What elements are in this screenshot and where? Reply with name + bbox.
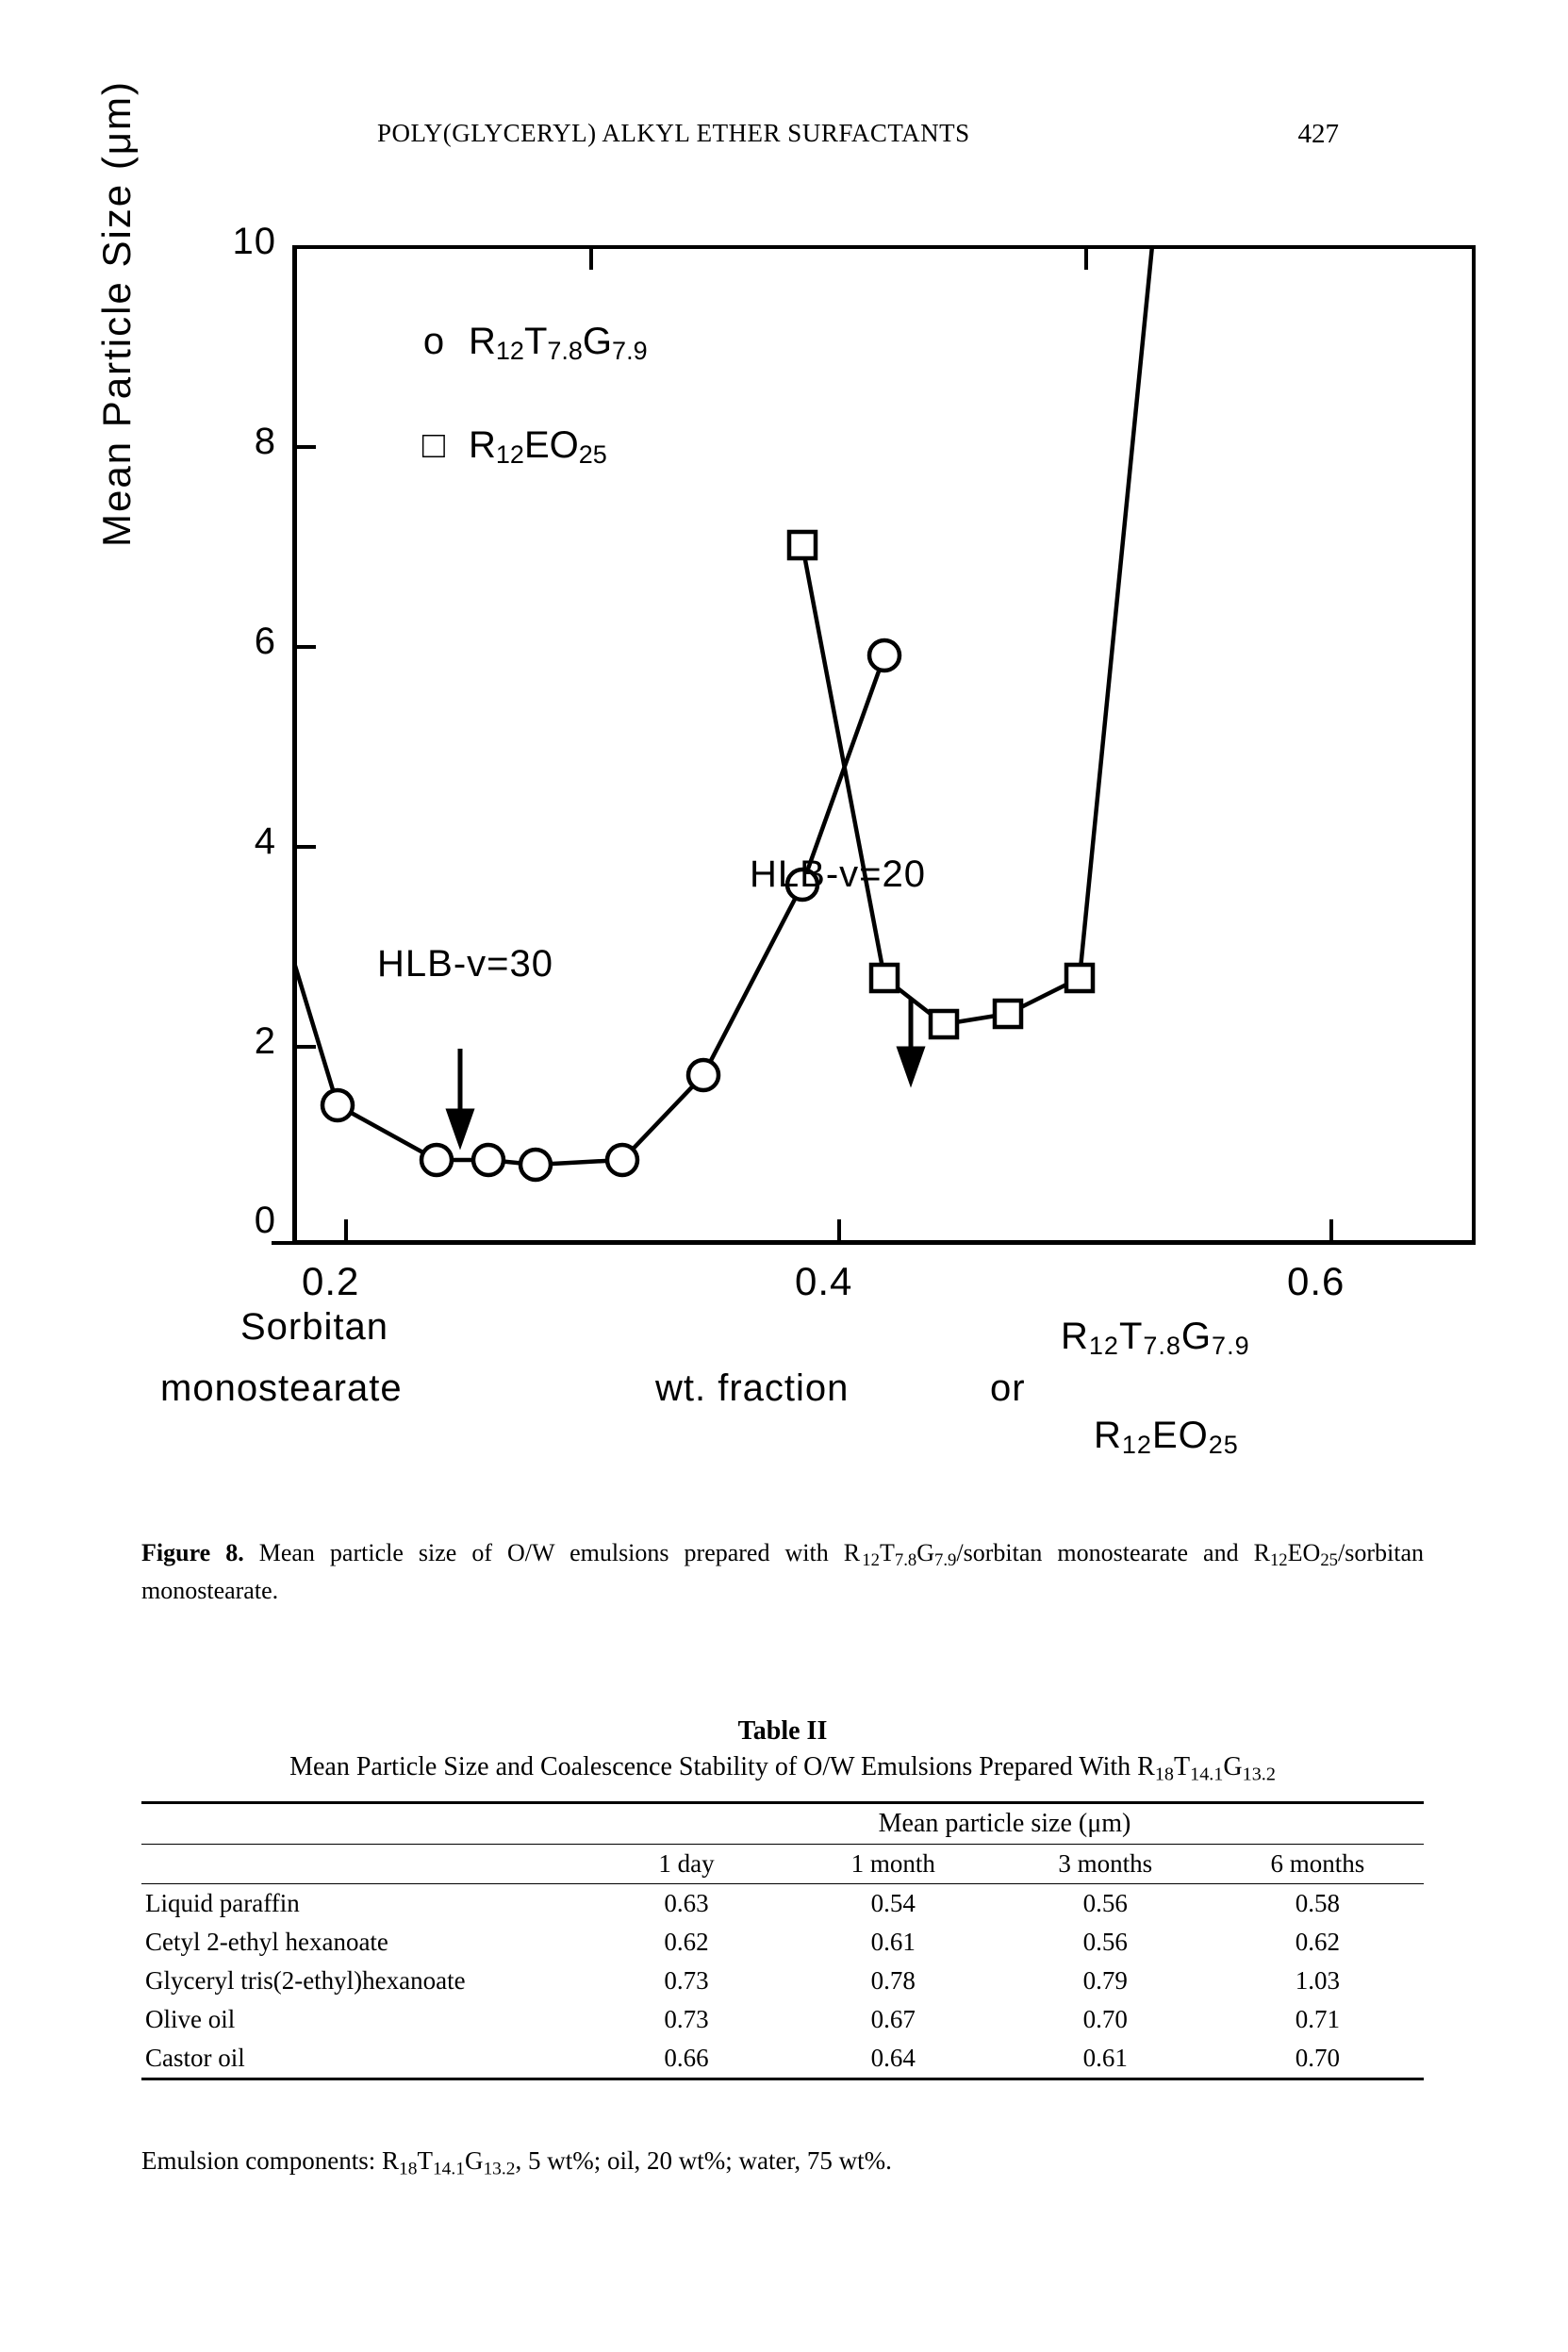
column-header-1month: 1 month [787,1844,999,1883]
x-caption-left-line1: Sorbitan [240,1306,388,1348]
figure-caption [141,1535,1424,1609]
cell-glyceryl-3months: 0.79 [1082,1965,1128,1995]
cell-cetyl-6months: 0.62 [1295,1927,1341,1956]
annotation-arrows [449,1000,922,1143]
cell-liquid-paraffin-6months: 0.58 [1212,1883,1424,1923]
table-subtitle: Mean Particle Size and Coalescence Stability of O/W Emulsions Prepared With $R_{18}T_{14.1}G_{13.2}$ [289,1752,1276,1785]
y-tick-label-2: 2 [254,1020,276,1062]
table-row [141,1962,1424,2000]
cell-glyceryl-6months: 1.03 [1295,1965,1341,1995]
y-tick-label-10: 10 [232,221,276,262]
table-row [141,1923,1424,1962]
cell-cetyl-1month: 0.61 [870,1927,916,1956]
table-group-header: Mean particle size (μm) [586,1802,1424,1844]
cell-castor-6months: 0.70 [1212,2039,1424,2079]
table-grid [141,1801,1424,2080]
column-header-1day: 1 day [586,1844,787,1883]
y-tick-label-6: 6 [254,621,276,662]
cell-cetyl-3months: 0.56 [1082,1927,1128,1956]
series-circle-markers [292,640,900,1180]
table-header-row [141,1844,1424,1883]
plot-frame [232,221,1476,1303]
y-tick-label-0: 0 [254,1200,276,1241]
running-head [0,119,1568,157]
table-2 [141,1716,1424,2080]
x-caption-left-line2: monostearate [160,1367,403,1409]
legend-square-icon: □ [421,424,446,466]
legend-circle-icon: o [422,321,445,362]
table-title: Table II [737,1716,828,1746]
cell-castor-1day: 0.66 [586,2039,787,2079]
cell-glyceryl-1day: 0.73 [664,1965,709,1995]
table-row [141,1883,1424,1923]
table-row [141,2000,1424,2039]
row-label-olive-oil: Olive oil [145,2004,236,2033]
x-tick-label-0.2: 0.2 [302,1259,360,1303]
annotation-hlb20: HLB-v=20 [750,853,926,895]
table-footnote: Emulsion components: $R_{18}T_{14.1}G_{13.2}$, 5 wt%; oil, 20 wt%; water, 75 wt%. [141,2146,892,2179]
x-caption-right-line1: $R_{12}T_{7.8}G_{7.9}$ [1061,1316,1250,1360]
legend-item-2 [420,424,607,470]
row-label-castor-oil: Castor oil [141,2039,586,2079]
cell-liquid-paraffin-3months: 0.56 [999,1883,1212,1923]
x-caption-or: or [990,1367,1026,1409]
y-tick-label-4: 4 [254,820,276,862]
page-number: 427 [1297,119,1339,149]
x-tick-label-0.6: 0.6 [1287,1259,1345,1303]
cell-olive-3months: 0.70 [1082,2004,1128,2033]
figure-caption-label: Figure 8. [141,1539,244,1566]
annotation-hlb30: HLB-v=30 [377,943,553,985]
cell-liquid-paraffin-1month: 0.54 [787,1883,999,1923]
table-row [141,2039,1424,2079]
cell-liquid-paraffin-1day: 0.63 [586,1883,787,1923]
x-caption-center: wt. fraction [655,1367,850,1409]
series-square-markers [789,532,1093,1037]
legend-label-2: $R_{12}EO_{25}$ [469,424,607,469]
cell-castor-3months: 0.61 [999,2039,1212,2079]
running-head-title: POLY(GLYCERYL) ALKYL ETHER SURFACTANTS [377,119,970,147]
cell-olive-6months: 0.71 [1295,2004,1341,2033]
legend-label-1: $R_{12}T_{7.8}G_{7.9}$ [469,321,648,365]
table-group-header-row [141,1802,1424,1844]
series-square-line [802,245,1158,1024]
cell-glyceryl-1month: 0.78 [870,1965,916,1995]
cell-cetyl-1day: 0.62 [664,1927,709,1956]
cell-castor-1month: 0.64 [787,2039,999,2079]
x-caption-right-line2: $R_{12}EO_{25}$ [1094,1415,1239,1459]
row-label-glyceryl-tris: Glyceryl tris(2-ethyl)hexanoate [145,1965,466,1995]
y-tick-label-8: 8 [254,421,276,462]
column-header-3months: 3 months [999,1844,1212,1883]
series-circle-line [292,655,884,1165]
column-header-6months: 6 months [1212,1844,1424,1883]
figure-caption-text: Mean particle size of O/W emulsions prepared with R $_{12}T_{7.8}G_{7.9}$/sorbitan monostearate and $R_{12}EO_{25}$/sorbitan monostearate. [141,1539,1425,1605]
cell-olive-1month: 0.67 [870,2004,916,2033]
row-label-cetyl-hexanoate: Cetyl 2-ethyl hexanoate [145,1927,388,1956]
plot-data [292,245,1476,1245]
cell-olive-1day: 0.73 [664,2004,709,2033]
y-axis-title: Mean Particle Size (μm) [94,80,139,547]
x-tick-label-0.4: 0.4 [795,1259,853,1303]
row-label-liquid-paraffin: Liquid paraffin [141,1883,586,1923]
legend-item-1 [420,321,648,366]
